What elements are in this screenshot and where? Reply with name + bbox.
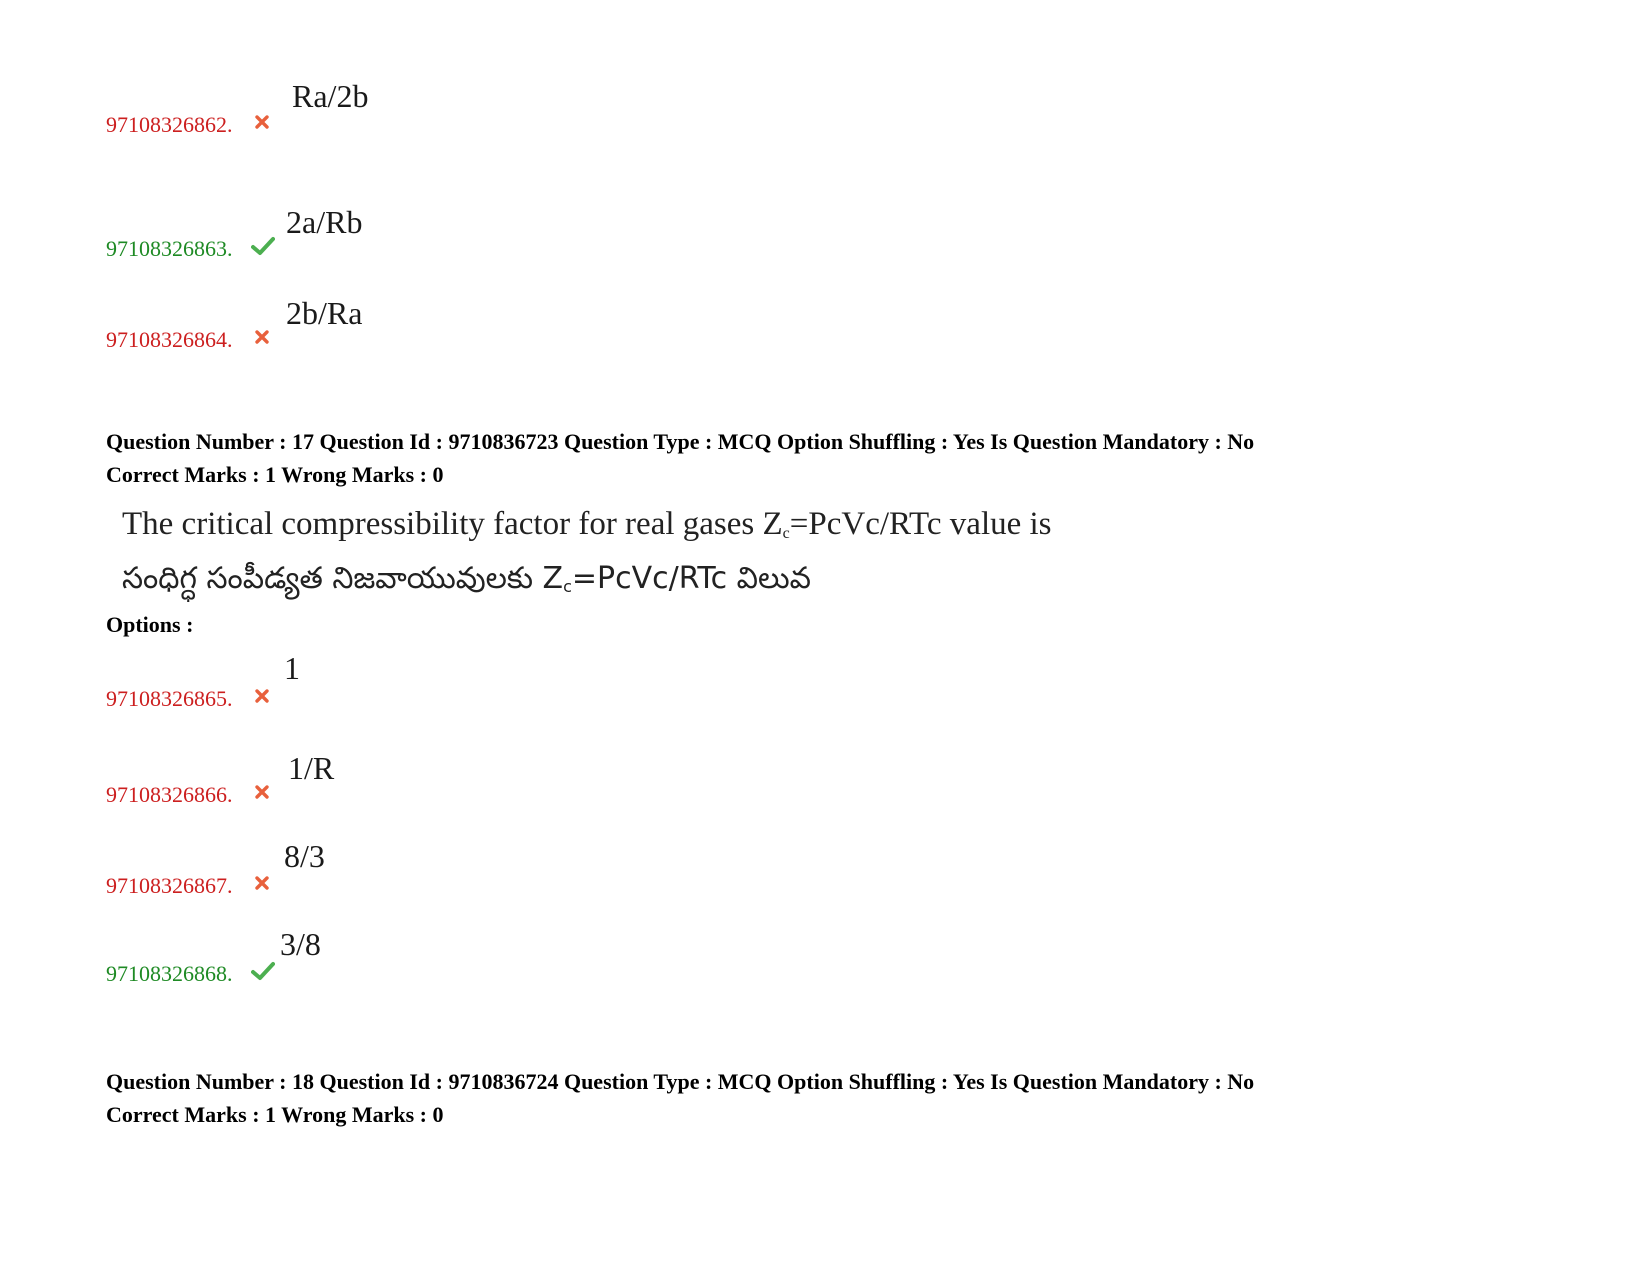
check-icon [251, 236, 275, 261]
option-id: 97108326865. [106, 686, 233, 711]
option-answer: 2a/Rb [286, 204, 363, 240]
question-text-telugu: సంధిగ్ధ సంపీడ్యత నిజవాయువులకు $Z_c=PcVc$/RTc విలువ [122, 561, 811, 596]
question-text-english: The critical compressibility factor for real gases $Z_c=PcVc$/RTc value is [122, 506, 1052, 542]
option-answer: 3/8 [280, 926, 321, 962]
option-answer: 1/R [288, 750, 335, 786]
cross-icon [254, 114, 270, 135]
question-meta-line2: Correct Marks : 1 Wrong Marks : 0 [106, 462, 444, 487]
cross-icon [254, 329, 270, 350]
question-meta [106, 425, 1254, 491]
option-id: 97108326868. [106, 961, 233, 986]
cross-icon [254, 875, 270, 896]
check-icon [251, 961, 275, 986]
question-meta-line1: Question Number : 18 Question Id : 9710836724 Question Type : MCQ Option Shuffling : Yes Is Question Mandatory : No [106, 1069, 1255, 1094]
option-id: 97108326866. [106, 782, 233, 807]
option-answer: 2b/Ra [286, 295, 363, 331]
option-id: 97108326862. [106, 112, 233, 137]
options-label: Options : [106, 612, 194, 637]
question-meta-line1: Question Number : 17 Question Id : 9710836723 Question Type : MCQ Option Shuffling : Yes Is Question Mandatory : No [106, 429, 1255, 454]
cross-icon [254, 784, 270, 805]
option-answer: Ra/2b [292, 78, 369, 114]
option-id: 97108326867. [106, 873, 233, 898]
question-meta [106, 1065, 1254, 1131]
question-text [122, 502, 1052, 609]
option-answer: 1 [284, 650, 300, 686]
cross-icon [254, 688, 270, 709]
option-id: 97108326864. [106, 327, 233, 352]
option-id: 97108326863. [106, 236, 233, 261]
option-answer: 8/3 [284, 838, 325, 874]
question-meta-line2: Correct Marks : 1 Wrong Marks : 0 [106, 1102, 444, 1127]
